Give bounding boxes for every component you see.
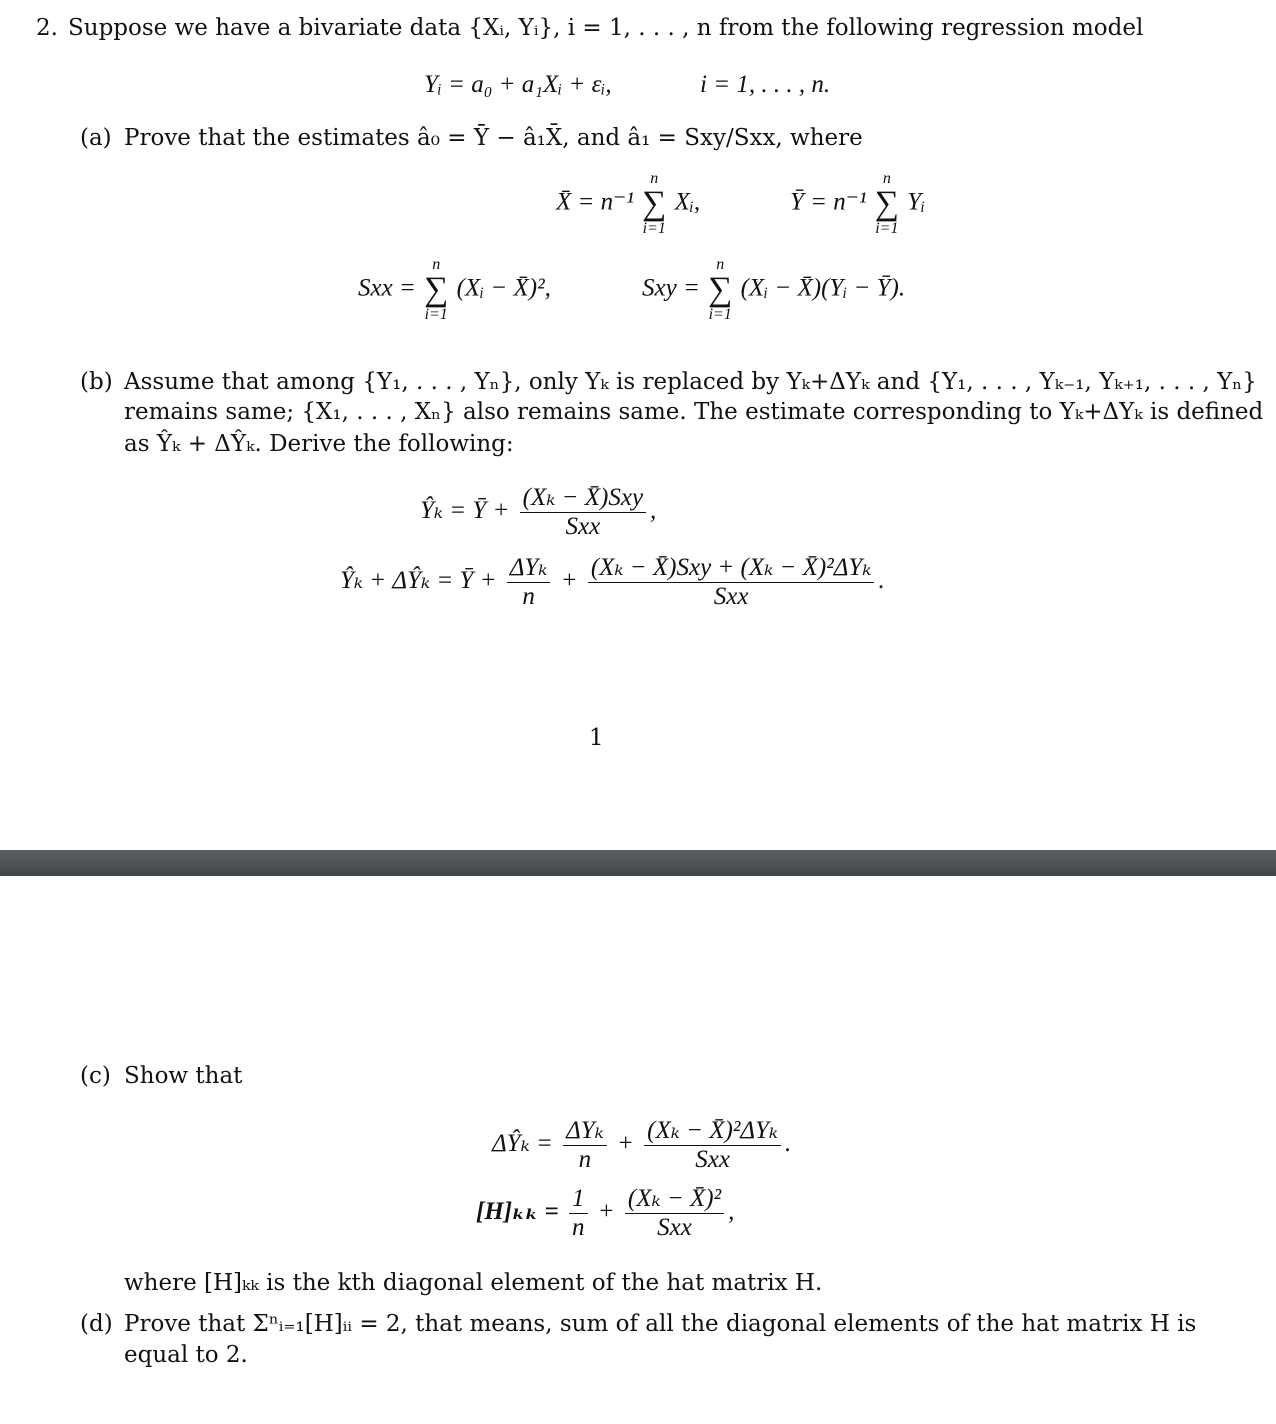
xbar-lhs: X̄ = n⁻¹ [556,188,634,216]
eq-lhs: Ŷₖ + ΔŶₖ = Ȳ + [340,567,497,595]
model-index: i = 1, . . . , n. [700,71,831,98]
part-b-equation-1: Ŷₖ = Ȳ + $\frac{\text{(Xₖ − X̄)Sxy}}{\text{Sxx}}$ , [420,484,657,540]
problem-intro: Suppose we have a bivariate data {Xᵢ, Yᵢ}, i = 1, . . . , n from the following regression model [68,15,1144,41]
xbar-equation [556,170,700,238]
regression-model: Yᵢ = a₀ + a₁Xᵢ + εᵢ, [424,71,612,98]
eq-lhs: Ŷₖ = Ȳ + [420,497,510,525]
sxy-lhs: Sxy = [642,274,700,302]
part-c-text: Show that [124,1063,243,1089]
part-d-line1: Prove that Σⁿᵢ₌₁[H]ᵢᵢ = 2, that means, sum of all the diagonal elements of the hat matrix H is [124,1311,1197,1337]
part-b-equation-2: Ŷₖ + ΔŶₖ = Ȳ + $\frac{\text{ΔYₖ}}{n}$ + $\frac{\text{(Xₖ − X̄)Sxy + (Xₖ − X̄)²ΔYₖ}}{\text{Sxx}}$ . [340,554,885,610]
part-d-label: (d) [80,1311,113,1337]
fraction: $\frac{\text{(Xₖ − X̄)Sxy + (Xₖ − X̄)²ΔYₖ}}{\text{Sxx}}$ [588,554,875,611]
sxy-term: (Xᵢ − X̄)(Yᵢ − Ȳ). [740,274,906,302]
page-divider [0,850,1276,876]
ybar-term: Yᵢ [907,188,926,216]
xbar-term: Xᵢ, [674,188,701,216]
part-b-line2: remains same; {X₁, . . . , Xₙ} also remains same. The estimate corresponding to Yₖ+ΔYₖ is defined [124,399,1264,425]
part-b-label: (b) [80,369,113,395]
part-b-line1: Assume that among {Y₁, . . . , Yₙ}, only Yₖ is replaced by Yₖ+ΔYₖ and {Y₁, . . . , Yₖ₋₁, Yₖ₊₁, . . . , Yₙ} [124,369,1257,395]
fraction: $\frac{\text{ΔYₖ}}{n}$ [563,1117,607,1174]
eq-lhs: ΔŶₖ = [492,1130,553,1158]
part-c-where: where [H]ₖₖ is the kth diagonal element of the hat matrix H. [124,1270,823,1296]
ybar-lhs: Ȳ = n⁻¹ [790,188,867,216]
part-b-line3: as Ŷₖ + ΔŶₖ. Derive the following: [124,431,514,457]
sxx-term: (Xᵢ − X̄)², [456,274,551,302]
summation-symbol: n ∑ i=1 [708,256,733,323]
summation-symbol: n ∑ i=1 [424,256,449,323]
fraction: $\frac{\text{(Xₖ − X̄)²}}{\text{Sxx}}$ [625,1185,724,1242]
sxy-equation [642,256,905,324]
sxx-equation [358,256,551,324]
part-a-label: (a) [80,125,112,151]
summation-symbol: n ∑ i=1 [874,170,899,237]
problem-number: 2. [36,15,58,41]
part-d-line2: equal to 2. [124,1342,248,1368]
page-number: 1 [589,725,604,751]
eq-lhs: [H]ₖₖ = [476,1198,559,1226]
fraction: $\frac{\text{(Xₖ − X̄)²ΔYₖ}}{\text{Sxx}}$ [644,1117,781,1174]
part-c-label: (c) [80,1063,111,1089]
fraction: $\frac{\text{ΔYₖ}}{n}$ [507,554,551,611]
sxx-lhs: Sxx = [358,274,416,302]
ybar-equation [790,170,925,238]
summation-symbol: n ∑ i=1 [642,170,667,237]
part-a-text: Prove that the estimates â₀ = Ȳ − â₁X̄, and â₁ = Sxy/Sxx, where [124,125,863,151]
part-c-equation-1: ΔŶₖ = $\frac{\text{ΔYₖ}}{n}$ + $\frac{\text{(Xₖ − X̄)²ΔYₖ}}{\text{Sxx}}$ . [492,1117,792,1173]
fraction: $\frac{1}{n}$ [569,1185,588,1242]
fraction: $\frac{\text{(Xₖ − X̄)Sxy}}{\text{Sxx}}$ [520,484,646,541]
part-c-equation-2: [H]ₖₖ = $\frac{1}{n}$ + $\frac{\text{(Xₖ − X̄)²}}{\text{Sxx}}$ , [476,1185,735,1241]
